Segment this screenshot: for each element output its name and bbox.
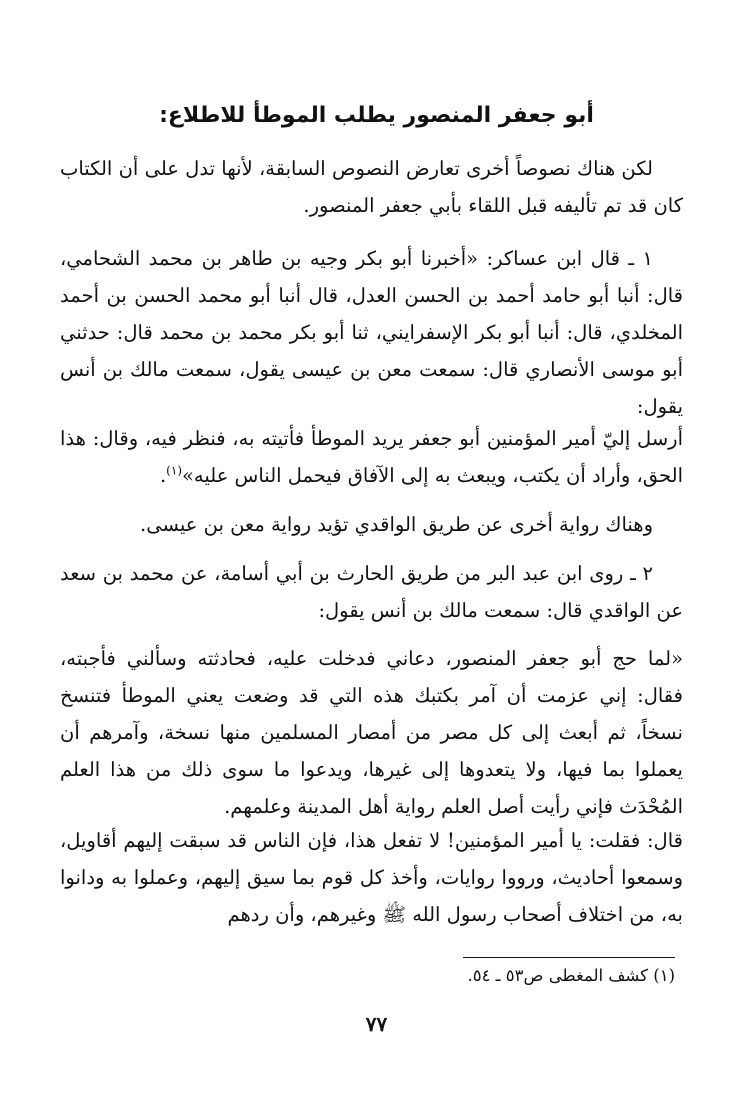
footnote: (١) كشف المغطى ص٥٣ ـ ٥٤. [467, 966, 675, 985]
paragraph-quote-1 [60, 420, 683, 494]
paragraph-intro: لكن هناك نصوصاً أخرى تعارض النصوص السابقة، لأنها تدل على أن الكتاب كان قد تم تأليفه قبل اللقاء بأبي جعفر المنصور. [60, 157, 683, 217]
paragraph-transition: وهناك رواية أخرى عن طريق الواقدي تؤيد رواية معن بن عيسى. [140, 513, 653, 536]
quote-1-end: . [159, 464, 167, 487]
section-heading: أبو جعفر المنصور يطلب الموطأ للاطلاع: [159, 103, 594, 128]
paragraph-narration-1: ١ ـ قال ابن عساكر: «أخبرنا أبو بكر وجيه بن طاهر بن محمد الشحامي، قال: أنبا أبو حامد أحمد بن الحسن العدل، قال أنبا أبو محمد الحسن بن أحمد المخلدي، قال: أنبا أبو بكر الإسفرايني، ثنا أبو بكر محمد بن محمد قال: حدثني أبو موسى الأنصاري قال: سمعت معن بن عيسى يقول، سمعت مالك بن أنس يقول: [60, 247, 683, 418]
paragraph-narration-2: ٢ ـ روى ابن عبد البر من طريق الحارث بن أبي أسامة، عن محمد بن سعد عن الواقدي قال: سمعت مالك بن أنس يقول: [60, 562, 683, 622]
footnote-divider [463, 957, 675, 958]
footnote-marker: (١) [166, 463, 182, 478]
quote-1-text: أرسل إليّ أمير المؤمنين أبو جعفر يريد الموطأ فأتيته به، فنظر فيه، وقال: هذا الحق، وأراد أن يكتب، ويبعث به إلى الآفاق فيحمل الناس عليه» [60, 427, 683, 487]
page-number: ٧٧ [365, 1012, 388, 1036]
paragraph-quote-3: قال: فقلت: يا أمير المؤمنين! لا تفعل هذا، فإن الناس قد سبقت إليهم أقاويل، وسمعوا أحاديث، ورووا روايات، وأخذ كل قوم بما سيق إليهم، وعملوا به ودانوا به، من اختلاف أصحاب رسول الله ﷺ وغيرهم، وأن ردهم [60, 829, 683, 926]
paragraph-quote-2: «لما حج أبو جعفر المنصور، دعاني فدخلت عليه، فحادثته وسألني فأجبته، فقال: إني عزمت أن آمر بكتبك هذه التي قد وضعت يعني الموطأ فتنسخ نسخاً، ثم أبعث إلى كل مصر من أمصار المسلمين منها نسخة، وآمرهم أن يعملوا بما فيها، ولا يتعدوها إلى غيرها، ويدعوا ما سوى ذلك من هذا العلم المُحْدَث فإني رأيت أصل العلم رواية أهل المدينة وعلمهم. [60, 647, 683, 818]
